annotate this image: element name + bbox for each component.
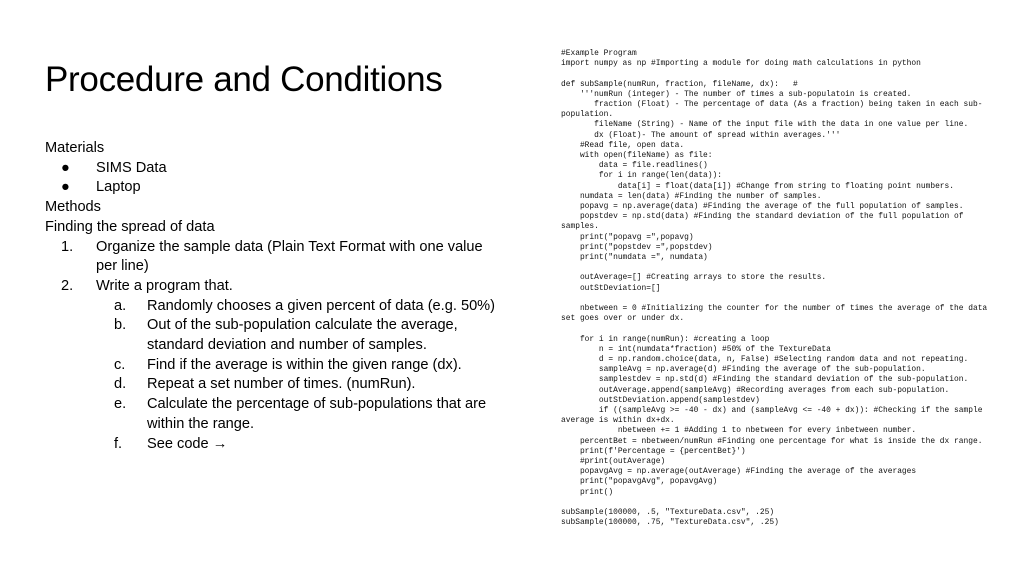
step-item [45, 277, 500, 297]
code-line: for i in range(numRun): #creating a loop [561, 334, 770, 344]
substep-item [45, 395, 500, 434]
substep-text: Randomly chooses a given percent of data (e.g. 50%) [147, 297, 496, 314]
code-line: print("popavgAvg", popavgAvg) [561, 477, 718, 487]
code-line: outStDeviation=[] [561, 283, 661, 293]
code-line: popavgAvg = np.average(outAverage) #Finding the average of the averages [561, 467, 917, 477]
code-line: popavg = np.average(data) #Finding the average of the full population of samples. [561, 202, 964, 212]
code-line: def subSample(numRun, fraction, fileName, dx): # [561, 79, 798, 89]
code-line: data[i] = float(data[i]) #Change from string to floating point numbers. [561, 181, 955, 191]
code-line: print(f'Percentage = {percentBet}') [561, 446, 746, 456]
code-line: subSample(100000, .75, "TextureData.csv", .25) [561, 518, 779, 528]
substep-text: Calculate the percentage of sub-populations that are within the range. [147, 396, 487, 432]
step-marker: 2. [61, 277, 74, 294]
step-marker: 1. [61, 238, 74, 255]
code-line: outAverage.append(sampleAvg) #Recording averages from each sub-population. [561, 385, 950, 395]
code-line: print("numdata =", numdata) [561, 253, 708, 263]
code-line: #print(outAverage) [561, 457, 666, 467]
code-line: for i in range(len(data)): [561, 171, 722, 181]
code-line: sampleAvg = np.average(d) #Finding the average of the sub-population. [561, 365, 926, 375]
code-line: d = np.random.choice(data, n, False) #Selecting random data and not repeating. [561, 355, 969, 365]
code-line: with open(fileName) as file: [561, 151, 713, 161]
code-line: #Example Program [561, 49, 637, 58]
substep-text: See code → [147, 435, 228, 452]
material-item [45, 159, 500, 179]
code-line: print("popstdev =",popstdev) [561, 242, 713, 252]
code-line: print() [561, 487, 614, 497]
code-line [561, 324, 991, 334]
spread-heading: Finding the spread of data [45, 218, 215, 235]
code-line: #Read file, open data. [561, 140, 685, 150]
code-line: import numpy as np #Importing a module for doing math calculations in python [561, 59, 921, 69]
substep-marker: b. [114, 317, 127, 334]
bullet-icon: ● [61, 179, 70, 196]
methods-heading: Methods [45, 199, 101, 216]
substep-item [45, 316, 500, 355]
code-line: numdata = len(data) #Finding the number of samples. [561, 191, 822, 201]
code-line: population. [561, 110, 614, 120]
code-line: average is within dx+dx. [561, 416, 675, 426]
code-line [561, 294, 991, 304]
code-line: samplestdev = np.std(d) #Finding the standard deviation of the sub-population. [561, 375, 969, 385]
code-line: data = file.readlines() [561, 161, 708, 171]
code-block [561, 49, 991, 528]
code-line: subSample(100000, .5, "TextureData.csv", .25) [561, 508, 775, 518]
code-line: percentBet = nbetween/numRun #Finding one percentage for what is inside the dx range. [561, 436, 983, 446]
substep-marker: d. [114, 376, 127, 393]
code-line: dx (Float)- The amount of spread within averages.''' [561, 130, 841, 140]
code-line [561, 263, 991, 273]
step-text: Write a program that. [96, 277, 233, 294]
material-item [45, 178, 500, 198]
substep-marker: a. [114, 297, 127, 314]
code-line: samples. [561, 222, 599, 232]
code-line: '''numRun (integer) - The number of times a sub-populatoin is created. [561, 89, 912, 99]
code-line: print("popavg =",popavg) [561, 232, 694, 242]
code-line: set goes over or under dx. [561, 314, 685, 324]
code-line: outAverage=[] #Creating arrays to store the results. [561, 273, 827, 283]
procedure-list [45, 139, 500, 454]
code-line: outStDeviation.append(samplestdev) [561, 395, 760, 405]
slide-title: Procedure and Conditions [45, 60, 443, 99]
substep-marker: f. [114, 435, 123, 452]
code-line: fileName (String) - Name of the input file with the data in one value per line. [561, 120, 969, 130]
substep-text: Find if the average is within the given range (dx). [147, 356, 462, 373]
code-line: popstdev = np.std(data) #Finding the standard deviation of the full population of [561, 212, 964, 222]
bullet-icon: ● [61, 159, 70, 176]
substep-item [45, 375, 500, 395]
code-line: n = int(numdata*fraction) #50% of the TextureData [561, 344, 831, 354]
substep-item [45, 435, 500, 455]
code-line: nbetween += 1 #Adding 1 to nbetween for every inbetween number. [561, 426, 917, 436]
step-item [45, 238, 500, 277]
material-item-label: Laptop [96, 179, 141, 196]
substep-item [45, 356, 500, 376]
code-line: if ((sampleAvg >= -40 - dx) and (sampleAvg <= -40 + dx)): #Checking if the sample [561, 406, 983, 416]
substep-item [45, 297, 500, 317]
materials-heading: Materials [45, 140, 105, 156]
code-line [561, 69, 991, 79]
code-line: fraction (Float) - The percentage of data (As a fraction) being taken in each sub- [561, 100, 983, 109]
substep-marker: c. [114, 356, 126, 373]
substep-text: Repeat a set number of times. (numRun). [147, 376, 416, 393]
material-item-label: SIMS Data [96, 159, 167, 176]
code-line: nbetween = 0 #Initializing the counter for the number of times the average of the data [561, 304, 988, 314]
step-text: Organize the sample data (Plain Text Format with one value per line) [96, 238, 483, 275]
substep-marker: e. [114, 396, 127, 413]
code-line [561, 498, 991, 508]
substep-text: Out of the sub-population calculate the average, standard deviation and number of samples. [147, 317, 458, 354]
